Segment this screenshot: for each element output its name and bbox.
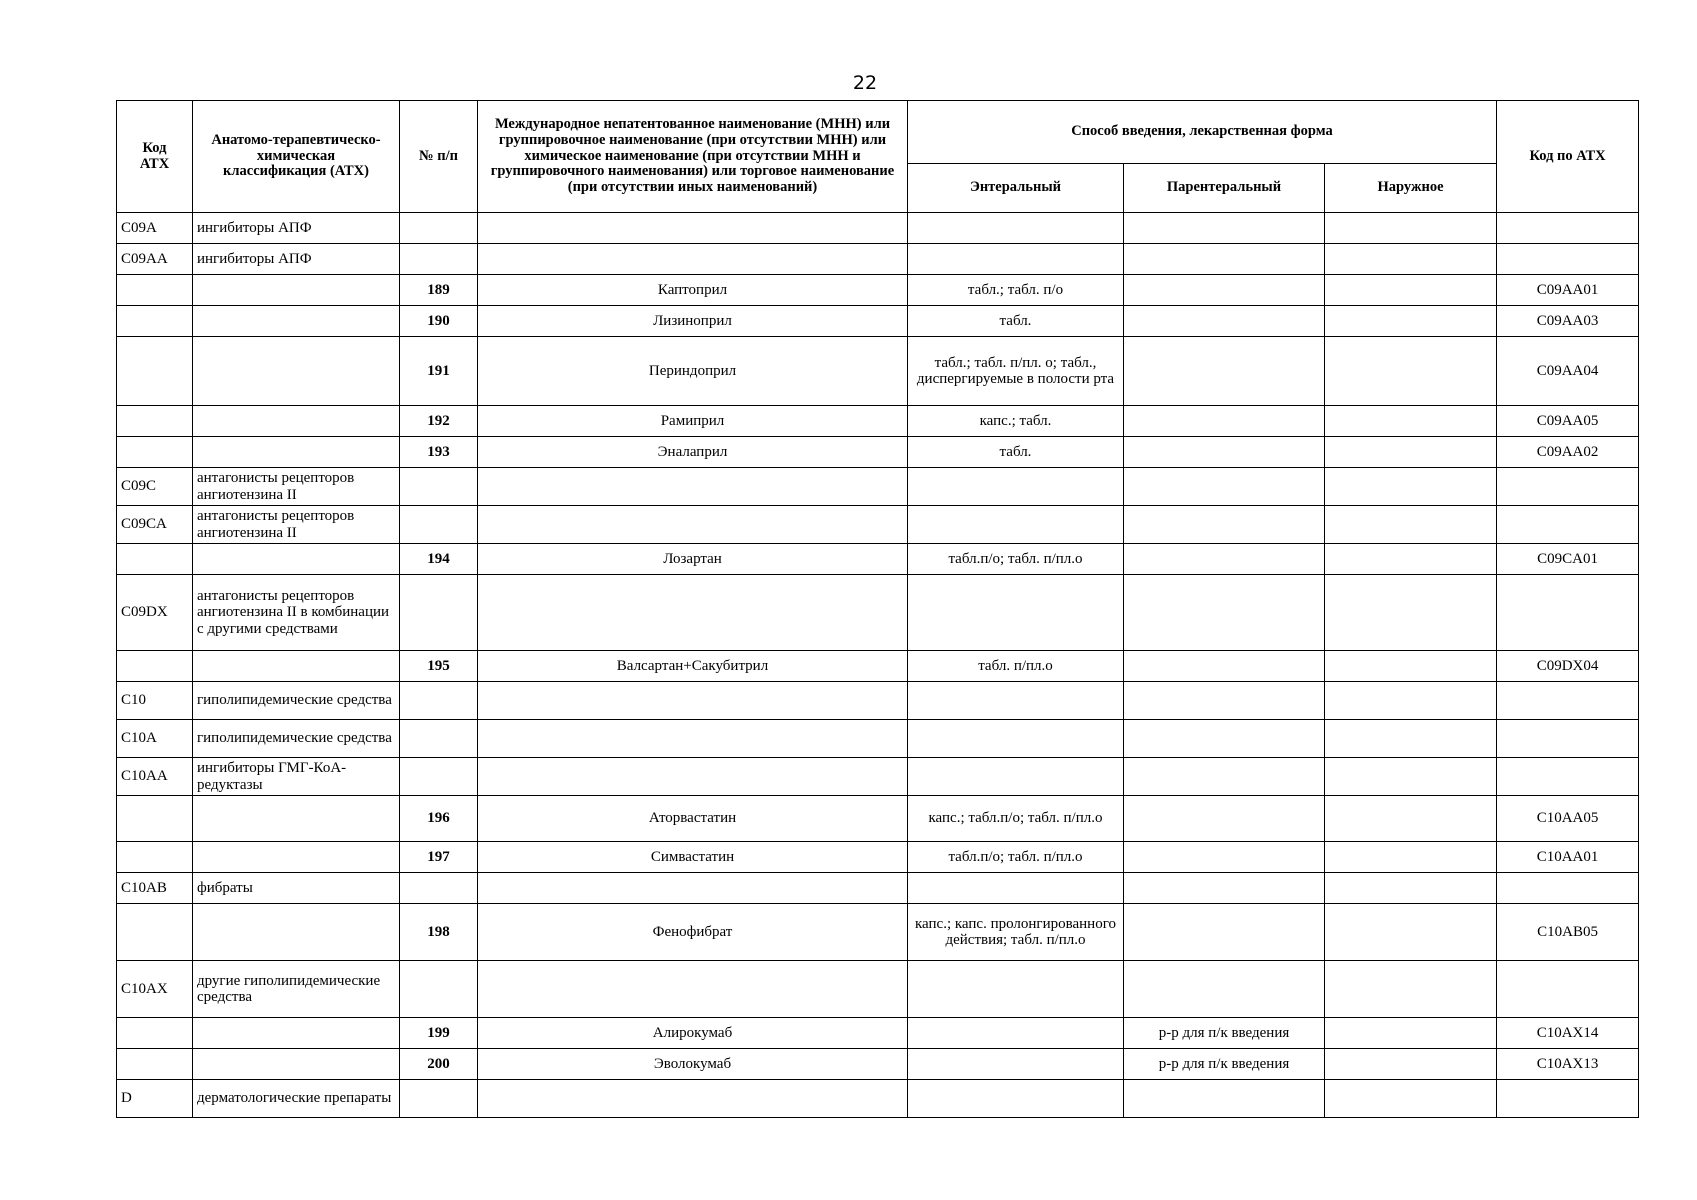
atx-code-by-cell — [1497, 1080, 1639, 1118]
number-cell: 195 — [400, 651, 478, 682]
atx-code-cell: C10A — [117, 720, 193, 758]
drug-name-cell: Аторвастатин — [478, 796, 908, 842]
classification-cell — [193, 1049, 400, 1080]
drug-name-cell: Лизиноприл — [478, 306, 908, 337]
atx-code-cell — [117, 842, 193, 873]
atx-code-by-cell: C10AX14 — [1497, 1018, 1639, 1049]
drug-name-cell: Рамиприл — [478, 406, 908, 437]
classification-cell: антагонисты рецепторов ангиотензина II — [193, 468, 400, 506]
classification-cell — [193, 275, 400, 306]
atx-code-by-cell: C09AA01 — [1497, 275, 1639, 306]
atx-code-cell: C09C — [117, 468, 193, 506]
classification-cell: антагонисты рецепторов ангиотензина II — [193, 506, 400, 544]
atx-code-by-cell: C09AA04 — [1497, 337, 1639, 406]
page-number: 22 — [852, 72, 878, 94]
number-cell: 198 — [400, 904, 478, 961]
atx-code-by-cell — [1497, 575, 1639, 651]
atx-code-by-cell — [1497, 720, 1639, 758]
atx-code-by-cell: C09AA03 — [1497, 306, 1639, 337]
drug-name-cell: Лозартан — [478, 544, 908, 575]
enteral-cell — [908, 506, 1124, 544]
enteral-cell — [908, 244, 1124, 275]
table-row — [117, 904, 1639, 961]
drug-name-cell — [478, 468, 908, 506]
parenteral-cell — [1124, 904, 1325, 961]
drug-name-cell: Периндоприл — [478, 337, 908, 406]
table-row — [117, 758, 1639, 796]
atx-code-by-cell: C09CA01 — [1497, 544, 1639, 575]
enteral-cell: капс.; капс. пролонгированного действия; табл. п/пл.о — [908, 904, 1124, 961]
classification-cell — [193, 337, 400, 406]
external-cell — [1325, 544, 1497, 575]
enteral-cell: табл. — [908, 437, 1124, 468]
classification-cell — [193, 796, 400, 842]
atx-code-cell — [117, 337, 193, 406]
external-cell — [1325, 213, 1497, 244]
parenteral-cell — [1124, 544, 1325, 575]
classification-cell: дерматологические препараты — [193, 1080, 400, 1118]
drug-name-cell: Эналаприл — [478, 437, 908, 468]
number-cell — [400, 213, 478, 244]
parenteral-cell — [1124, 842, 1325, 873]
atx-code-cell — [117, 544, 193, 575]
external-cell — [1325, 873, 1497, 904]
parenteral-cell — [1124, 720, 1325, 758]
classification-cell — [193, 1018, 400, 1049]
atx-code-cell: C10 — [117, 682, 193, 720]
drug-name-cell — [478, 575, 908, 651]
classification-cell — [193, 437, 400, 468]
number-cell — [400, 720, 478, 758]
number-cell: 200 — [400, 1049, 478, 1080]
enteral-cell: капс.; табл.п/о; табл. п/пл.о — [908, 796, 1124, 842]
parenteral-cell: р-р для п/к введения — [1124, 1018, 1325, 1049]
table-row — [117, 468, 1639, 506]
atx-code-cell: C10AX — [117, 961, 193, 1018]
atx-code-cell — [117, 437, 193, 468]
enteral-cell — [908, 961, 1124, 1018]
atx-code-by-cell: C09AA05 — [1497, 406, 1639, 437]
external-cell — [1325, 682, 1497, 720]
number-cell — [400, 758, 478, 796]
parenteral-cell — [1124, 213, 1325, 244]
atx-code-cell: C09A — [117, 213, 193, 244]
number-cell: 194 — [400, 544, 478, 575]
enteral-cell — [908, 873, 1124, 904]
external-cell — [1325, 437, 1497, 468]
atx-code-by-cell — [1497, 682, 1639, 720]
external-cell — [1325, 1049, 1497, 1080]
atx-code-cell — [117, 406, 193, 437]
header-route-group: Способ введения, лекарственная форма — [908, 101, 1497, 164]
external-cell — [1325, 275, 1497, 306]
drug-name-cell: Валсартан+Сакубитрил — [478, 651, 908, 682]
classification-cell — [193, 904, 400, 961]
external-cell — [1325, 720, 1497, 758]
enteral-cell — [908, 213, 1124, 244]
enteral-cell — [908, 758, 1124, 796]
enteral-cell: табл.п/о; табл. п/пл.о — [908, 544, 1124, 575]
table-row — [117, 1018, 1639, 1049]
parenteral-cell — [1124, 244, 1325, 275]
atx-code-cell — [117, 275, 193, 306]
number-cell: 191 — [400, 337, 478, 406]
number-cell — [400, 575, 478, 651]
atx-code-cell: D — [117, 1080, 193, 1118]
drug-name-cell: Каптоприл — [478, 275, 908, 306]
atx-code-cell: C10AB — [117, 873, 193, 904]
external-cell — [1325, 758, 1497, 796]
enteral-cell — [908, 1018, 1124, 1049]
table-row — [117, 213, 1639, 244]
atx-code-cell: C09AA — [117, 244, 193, 275]
classification-cell: ингибиторы АПФ — [193, 244, 400, 275]
parenteral-cell — [1124, 406, 1325, 437]
number-cell: 192 — [400, 406, 478, 437]
number-cell: 197 — [400, 842, 478, 873]
table-header — [117, 101, 1639, 213]
atx-code-cell — [117, 1049, 193, 1080]
table-row — [117, 720, 1639, 758]
atx-code-by-cell — [1497, 244, 1639, 275]
table-row — [117, 651, 1639, 682]
parenteral-cell — [1124, 961, 1325, 1018]
parenteral-cell — [1124, 275, 1325, 306]
number-cell: 199 — [400, 1018, 478, 1049]
table-row — [117, 506, 1639, 544]
enteral-cell: табл.; табл. п/о — [908, 275, 1124, 306]
atx-code-cell: C10AA — [117, 758, 193, 796]
number-cell: 196 — [400, 796, 478, 842]
header-atx-code: Код АТХ — [117, 101, 193, 213]
enteral-cell — [908, 1080, 1124, 1118]
enteral-cell — [908, 468, 1124, 506]
external-cell — [1325, 796, 1497, 842]
atx-code-by-cell — [1497, 873, 1639, 904]
drug-name-cell — [478, 213, 908, 244]
parenteral-cell — [1124, 575, 1325, 651]
external-cell — [1325, 1018, 1497, 1049]
number-cell — [400, 468, 478, 506]
external-cell — [1325, 1080, 1497, 1118]
table-row — [117, 406, 1639, 437]
enteral-cell: табл.; табл. п/пл. о; табл., диспергируемые в полости рта — [908, 337, 1124, 406]
table-row — [117, 437, 1639, 468]
number-cell: 189 — [400, 275, 478, 306]
drug-name-cell: Симвастатин — [478, 842, 908, 873]
table-row — [117, 306, 1639, 337]
table-row — [117, 544, 1639, 575]
drug-name-cell — [478, 682, 908, 720]
atx-code-cell: C09CA — [117, 506, 193, 544]
table-row — [117, 1080, 1639, 1118]
enteral-cell — [908, 682, 1124, 720]
classification-cell — [193, 406, 400, 437]
table-row — [117, 842, 1639, 873]
external-cell — [1325, 651, 1497, 682]
external-cell — [1325, 961, 1497, 1018]
header-name: Международное непатентованное наименование (МНН) или группировочное наименование (при отсутствии МНН) или химическое наименование (при отсутствии МНН и группировочного наименования) или торговое наименование (при отсутствии иных наименований) — [478, 101, 908, 213]
atx-code-by-cell — [1497, 506, 1639, 544]
parenteral-cell — [1124, 506, 1325, 544]
atx-code-by-cell — [1497, 468, 1639, 506]
drug-name-cell — [478, 506, 908, 544]
enteral-cell: табл. п/пл.о — [908, 651, 1124, 682]
enteral-cell: капс.; табл. — [908, 406, 1124, 437]
enteral-cell: табл.п/о; табл. п/пл.о — [908, 842, 1124, 873]
atx-code-by-cell — [1497, 213, 1639, 244]
classification-cell — [193, 544, 400, 575]
atx-code-by-cell: C09DX04 — [1497, 651, 1639, 682]
drug-name-cell: Алирокумаб — [478, 1018, 908, 1049]
classification-cell: ингибиторы ГМГ-КоА-редуктазы — [193, 758, 400, 796]
table-row — [117, 796, 1639, 842]
atx-code-cell — [117, 306, 193, 337]
number-cell — [400, 244, 478, 275]
parenteral-cell — [1124, 337, 1325, 406]
parenteral-cell — [1124, 758, 1325, 796]
table-row — [117, 275, 1639, 306]
number-cell — [400, 682, 478, 720]
number-cell — [400, 961, 478, 1018]
atx-code-by-cell: C10AX13 — [1497, 1049, 1639, 1080]
drug-name-cell — [478, 758, 908, 796]
table-row — [117, 575, 1639, 651]
external-cell — [1325, 306, 1497, 337]
external-cell — [1325, 904, 1497, 961]
atx-code-cell — [117, 904, 193, 961]
header-classification: Анатомо-терапевтическо-химическая классификация (АТХ) — [193, 101, 400, 213]
parenteral-cell — [1124, 651, 1325, 682]
atx-code-by-cell — [1497, 961, 1639, 1018]
external-cell — [1325, 575, 1497, 651]
enteral-cell — [908, 720, 1124, 758]
atx-table — [116, 100, 1639, 1118]
external-cell — [1325, 842, 1497, 873]
header-number: № п/п — [400, 101, 478, 213]
parenteral-cell — [1124, 306, 1325, 337]
classification-cell — [193, 842, 400, 873]
table-row — [117, 1049, 1639, 1080]
external-cell — [1325, 337, 1497, 406]
classification-cell: гиполипидемические средства — [193, 720, 400, 758]
classification-cell: гиполипидемические средства — [193, 682, 400, 720]
drug-name-cell: Фенофибрат — [478, 904, 908, 961]
number-cell — [400, 1080, 478, 1118]
parenteral-cell: р-р для п/к введения — [1124, 1049, 1325, 1080]
external-cell — [1325, 506, 1497, 544]
table-row — [117, 682, 1639, 720]
atx-code-cell — [117, 1018, 193, 1049]
parenteral-cell — [1124, 873, 1325, 904]
parenteral-cell — [1124, 1080, 1325, 1118]
table-body — [117, 213, 1639, 1118]
external-cell — [1325, 406, 1497, 437]
header-enteral: Энтеральный — [908, 164, 1124, 213]
enteral-cell — [908, 1049, 1124, 1080]
enteral-cell — [908, 575, 1124, 651]
atx-code-cell — [117, 651, 193, 682]
atx-code-by-cell — [1497, 758, 1639, 796]
number-cell — [400, 873, 478, 904]
drug-name-cell — [478, 244, 908, 275]
table-row — [117, 873, 1639, 904]
atx-code-by-cell: C10AA05 — [1497, 796, 1639, 842]
atx-code-cell: C09DX — [117, 575, 193, 651]
classification-cell — [193, 651, 400, 682]
drug-name-cell: Эволокумаб — [478, 1049, 908, 1080]
parenteral-cell — [1124, 468, 1325, 506]
classification-cell: фибраты — [193, 873, 400, 904]
atx-code-cell — [117, 796, 193, 842]
classification-cell — [193, 306, 400, 337]
table-row — [117, 244, 1639, 275]
atx-code-by-cell: C09AA02 — [1497, 437, 1639, 468]
drug-name-cell — [478, 873, 908, 904]
table-row — [117, 337, 1639, 406]
external-cell — [1325, 244, 1497, 275]
table-row — [117, 961, 1639, 1018]
atx-code-by-cell: C10AA01 — [1497, 842, 1639, 873]
classification-cell: другие гиполипидемические средства — [193, 961, 400, 1018]
drug-name-cell — [478, 720, 908, 758]
header-atx-code-by: Код по АТХ — [1497, 101, 1639, 213]
external-cell — [1325, 468, 1497, 506]
classification-cell: антагонисты рецепторов ангиотензина II в комбинации с другими средствами — [193, 575, 400, 651]
parenteral-cell — [1124, 437, 1325, 468]
atx-code-by-cell: C10AB05 — [1497, 904, 1639, 961]
number-cell: 193 — [400, 437, 478, 468]
header-external: Наружное — [1325, 164, 1497, 213]
drug-name-cell — [478, 961, 908, 1018]
parenteral-cell — [1124, 796, 1325, 842]
number-cell — [400, 506, 478, 544]
header-parenteral: Парентеральный — [1124, 164, 1325, 213]
drug-name-cell — [478, 1080, 908, 1118]
parenteral-cell — [1124, 682, 1325, 720]
classification-cell: ингибиторы АПФ — [193, 213, 400, 244]
enteral-cell: табл. — [908, 306, 1124, 337]
number-cell: 190 — [400, 306, 478, 337]
